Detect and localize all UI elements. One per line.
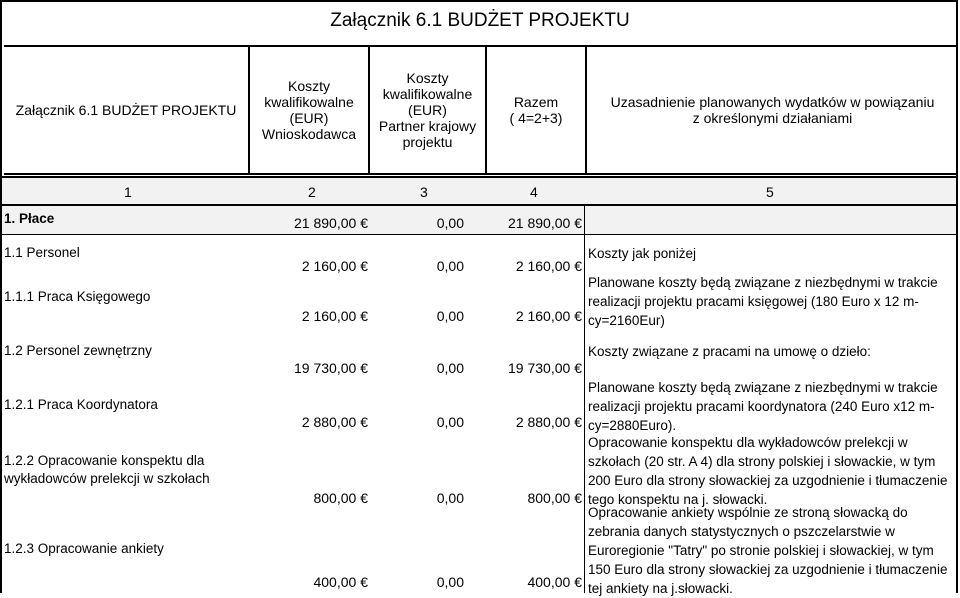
- column-number-row: [2, 178, 958, 204]
- row-place-partner: 0,00: [436, 215, 464, 231]
- row-konspekt-desc: Opracowanie konspektu dla wykładowców prelekcji w szkołach (20 str. A 4) dla strony polskiej i słowackie, w tym 200 Euro dla strony słowackiej za uzgodnienie i tłumaczenie tego konspektu na j. słowacki.: [588, 435, 948, 507]
- row-ksiegowy-total: 2 160,00 €: [515, 308, 582, 324]
- row-ankiety-desc: Opracowanie ankiety wspólnie ze stroną słowacką do zebrania danych statystycznych o pszczelarstwie w Euroregionie "Tatry" po stronie polskiej i słowackiej, w tym 150 Euro dla strony słowackiej za uzgodnienie i tłumaczenie tej ankiety na j.słowacki.: [588, 505, 948, 596]
- row-konspekt-partner: 0,00: [436, 490, 464, 506]
- row-zewn-label: 1.2 Personel zewnętrzny: [4, 343, 152, 358]
- row-personel-desc: Koszty jak poniżej: [588, 246, 697, 261]
- header-col-label: Załącznik 6.1 BUDŻET PROJEKTU: [15, 102, 237, 118]
- desc-column-divider: [584, 235, 585, 593]
- row-ksiegowy-label: 1.1.1 Praca Księgowego: [4, 289, 151, 304]
- page-title: Załącznik 6.1 BUDŻET PROJEKTU: [330, 10, 630, 31]
- row-personel-label: 1.1 Personel: [4, 245, 80, 260]
- row-place-right-divider: [584, 206, 585, 234]
- header-col-justification: Uzasadnienie planowanych wydatków w powiązaniu z określonymi działaniami: [610, 94, 935, 126]
- col-number-2: 2: [308, 184, 316, 200]
- row-ksiegowy-desc: Planowane koszty będą związane z niezbędnymi w trakcie realizacji projektu pracami księgowej (180 Euro x 12 m- cy=2160Eur): [588, 275, 938, 328]
- row-koord-partner: 0,00: [436, 414, 464, 430]
- col-number-1: 1: [124, 184, 132, 200]
- row-personel-total: 2 160,00 €: [515, 258, 582, 274]
- row-zewn-applicant: 19 730,00 €: [294, 360, 368, 376]
- row-koord-applicant: 2 880,00 €: [301, 414, 368, 430]
- row-zewn-desc: Koszty związane z pracami na umowę o dzieło:: [588, 344, 871, 359]
- row-koord-total: 2 880,00 €: [515, 414, 582, 430]
- row-ksiegowy-applicant: 2 160,00 €: [301, 308, 368, 324]
- col-number-5: 5: [766, 184, 774, 200]
- row-koord-label: 1.2.1 Praca Koordynatora: [4, 397, 158, 412]
- row-zewn-partner: 0,00: [436, 360, 464, 376]
- row-personel-applicant: 2 160,00 €: [301, 258, 368, 274]
- row-zewn-total: 19 730,00 €: [508, 360, 582, 376]
- row-place-border: [2, 234, 956, 235]
- col-number-3: 3: [420, 184, 428, 200]
- row-ankiety-label: 1.2.3 Opracowanie ankiety: [4, 541, 164, 556]
- row-place-label: 1. Płace: [4, 211, 55, 226]
- row-konspekt-label: 1.2.2 Opracowanie konspektu dla wykładowców prelekcji w szkołach: [4, 453, 210, 486]
- header-col-partner: Koszty kwalifikowalne (EUR) Partner krajowy projektu: [378, 70, 477, 150]
- row-ankiety-applicant: 400,00 €: [313, 574, 368, 590]
- row-personel-partner: 0,00: [436, 258, 464, 274]
- left-border: [0, 178, 2, 593]
- row-place-applicant: 21 890,00 €: [294, 215, 368, 231]
- col-number-4: 4: [530, 184, 538, 200]
- row-ankiety-partner: 0,00: [436, 574, 464, 590]
- row-konspekt-applicant: 800,00 €: [313, 490, 368, 506]
- row-place-total: 21 890,00 €: [508, 215, 582, 231]
- row-ankiety-total: 400,00 €: [527, 574, 582, 590]
- header-col-total: Razem ( 4=2+3): [509, 94, 563, 126]
- header-col-applicant: Koszty kwalifikowalne (EUR) Wnioskodawca: [261, 78, 357, 142]
- row-ksiegowy-partner: 0,00: [436, 308, 464, 324]
- right-border: [956, 178, 958, 593]
- row-koord-desc: Planowane koszty będą związane z niezbędnymi w trakcie realizacji projektu pracami koordynatora (240 Euro x12 m- cy=2880Euro).: [588, 380, 938, 433]
- row-konspekt-total: 800,00 €: [527, 490, 582, 506]
